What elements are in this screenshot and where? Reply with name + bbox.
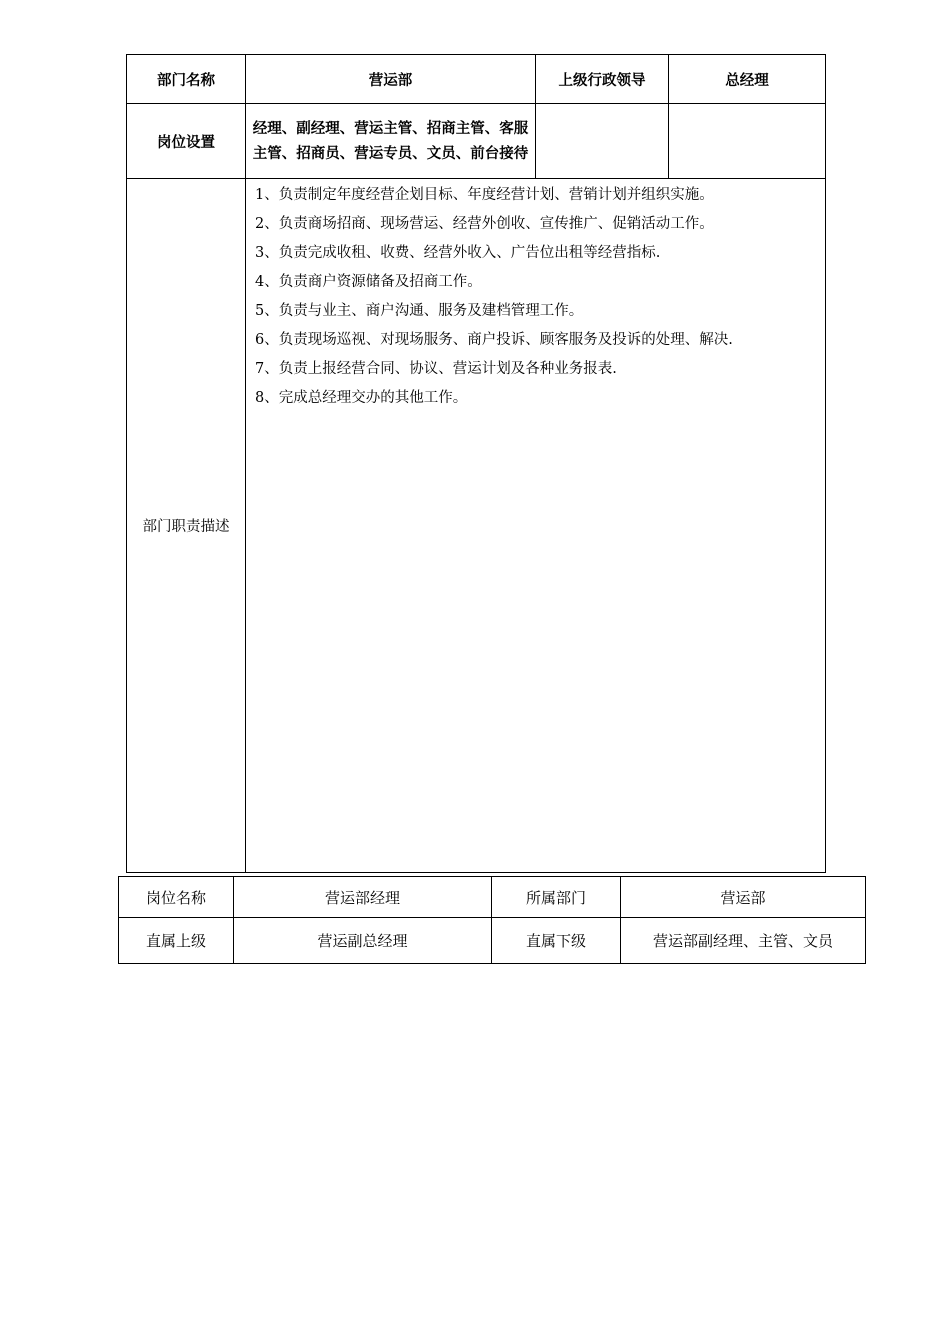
department-value: 营运部: [621, 877, 866, 918]
position-name-value: 营运部经理: [234, 877, 492, 918]
direct-subordinate-value: 营运部副经理、主管、文员: [621, 918, 866, 964]
duty-item: 4、负责商户资源储备及招商工作。: [255, 274, 482, 290]
direct-subordinate-label: 直属下级: [492, 918, 621, 964]
duty-item: 1、负责制定年度经营企划目标、年度经营计划、营销计划并组织实施。: [255, 187, 714, 203]
superior-value: 总经理: [669, 55, 826, 104]
empty-cell: [669, 104, 826, 179]
duty-list: [246, 179, 825, 413]
duty-item: 5、负责与业主、商户沟通、服务及建档管理工作。: [255, 303, 584, 319]
duty-item: 2、负责商场招商、现场营运、经营外创收、宣传推广、促销活动工作。: [255, 216, 714, 232]
positions-value: 经理、副经理、营运主管、招商主管、客服主管、招商员、营运专员、文员、前台接待: [252, 121, 529, 162]
department-label: 所属部门: [492, 877, 621, 918]
department-table: [126, 54, 826, 873]
duties-cell: [246, 179, 826, 873]
empty-cell: [536, 104, 669, 179]
positions-cell: [246, 104, 536, 179]
duty-item: 6、负责现场巡视、对现场服务、商户投诉、顾客服务及投诉的处理、解决.: [255, 332, 733, 348]
job-table: [118, 876, 866, 964]
duties-label: 部门职责描述: [127, 179, 246, 873]
superior-label: 上级行政领导: [536, 55, 669, 104]
duty-item: 8、完成总经理交办的其他工作。: [255, 390, 468, 406]
positions-label: 岗位设置: [127, 104, 246, 179]
duty-item: 7、负责上报经营合同、协议、营运计划及各种业务报表.: [255, 361, 617, 377]
direct-superior-label: 直属上级: [119, 918, 234, 964]
duty-item: 3、负责完成收租、收费、经营外收入、广告位出租等经营指标.: [255, 245, 661, 261]
dept-name-value: 营运部: [246, 55, 536, 104]
dept-name-label: 部门名称: [127, 55, 246, 104]
position-name-label: 岗位名称: [119, 877, 234, 918]
direct-superior-value: 营运副总经理: [234, 918, 492, 964]
